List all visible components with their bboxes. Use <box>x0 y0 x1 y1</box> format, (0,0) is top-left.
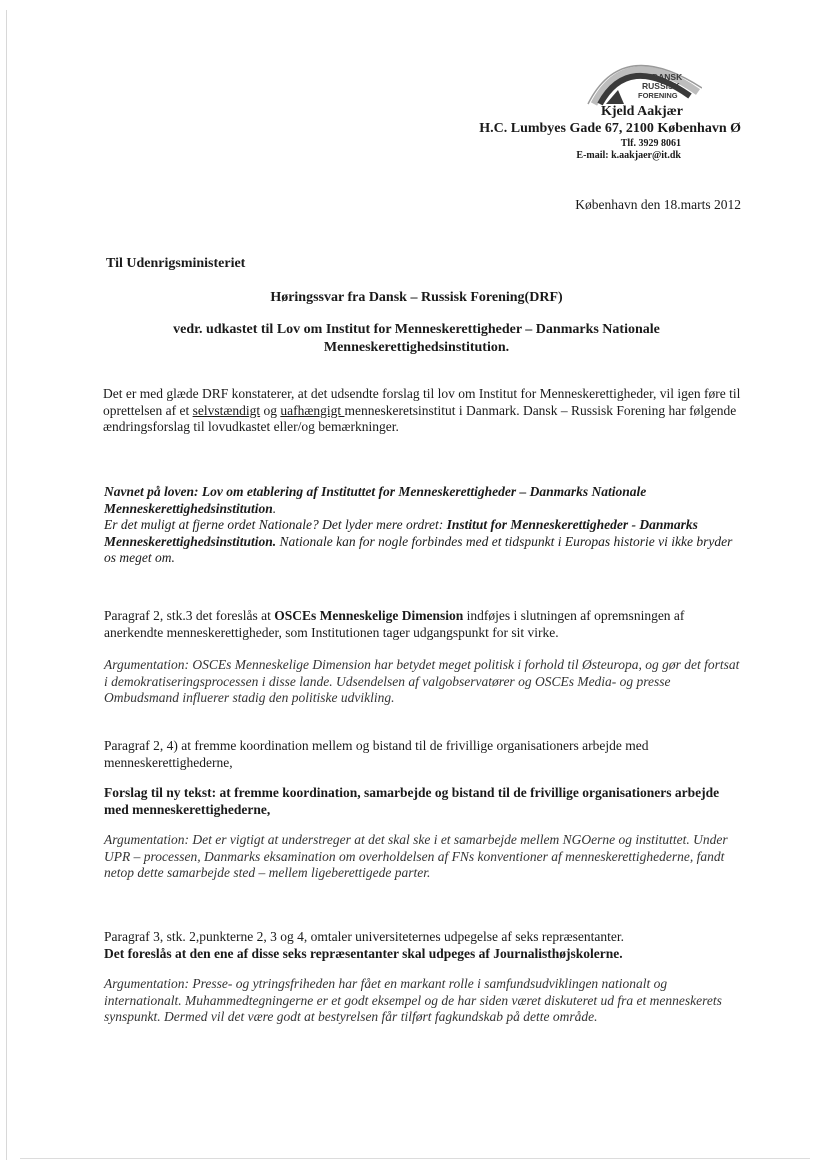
section-paragraph-3-stk-2 <box>104 929 744 1026</box>
section-law-name <box>104 484 744 567</box>
logo-text-line1: DANSK <box>652 72 683 82</box>
document-subtitle <box>100 321 733 357</box>
intro-text-2: og <box>260 402 281 418</box>
scan-edge-bottom <box>20 1158 810 1159</box>
sender-phone: Tlf. 3929 8061 <box>620 137 681 149</box>
intro-text-1: Det er med glæde DRF konstaterer, at det udsendte forslag til lov om Institut for Menneskerettigheder, vil igen føre til oprettelsen af et <box>103 386 741 418</box>
document-title: Høringssvar fra Dansk – Russisk Forening(DRF) <box>270 290 563 305</box>
dansk-russisk-forening-logo <box>586 42 702 106</box>
p2-3-bold: OSCEs Menneskelige Dimension <box>274 608 464 623</box>
p3-2-argument: Argumentation: Presse- og ytringsfriheden har fået en markant rolle i samfundsudviklingen nationalt og internationalt. Muhammedtegningerne er et godt eksempel og de har siden været diskuteret ud fra et menneskerets synspunkt. Dermed vil det være godt at bestyrelsen får tilført fagkundskab på dette område. <box>104 976 722 1024</box>
p2-4-text: Paragraf 2, 4) at fremme koordination mellem og bistand til de frivillige organisationers arbejde med menneskerettighederne, <box>104 738 649 770</box>
sender-name: Kjeld Aakjær <box>600 104 683 119</box>
logo-text-line3: FORENING <box>638 91 678 100</box>
p2-4-proposal: Forslag til ny tekst: at fremme koordination, samarbejde og bistand til de frivillige organisationers arbejde med menneskerettighederne, <box>104 785 720 817</box>
intro-text-3: menneskeretsinstitut i Danmark. Dansk – Russisk Forening har følgende ændringsforslag til lovudkastet eller/og bemærkninger. <box>103 402 737 434</box>
intro-underline-1: selvstændigt <box>192 402 261 418</box>
recipient: Til Udenrigsministeriet <box>106 256 246 271</box>
law-name-title-end: . <box>272 500 277 516</box>
scan-edge-left <box>6 10 7 1160</box>
sender-block <box>479 104 741 162</box>
p2-3-text-1: Paragraf 2, stk.3 det foreslås at <box>104 608 275 623</box>
law-name-question-2: Nationale kan for nogle forbindes med et tidspunkt i Europas historie vi ikke bryder os meget om. <box>104 533 733 565</box>
section-paragraph-2-stk-3 <box>104 608 744 707</box>
p3-2-text: Paragraf 3, stk. 2,punkterne 2, 3 og 4, omtaler universiteternes udpegelse af seks repræsentanter. <box>104 929 624 944</box>
intro-paragraph <box>103 386 743 436</box>
law-name-question-bold: Institut for Menneskerettigheder - Danmarks Menneskerettighedsinstitution. <box>104 517 698 549</box>
p2-3-text-2: indføjes i slutningen af opremsningen af anerkendte menneskerettigheder, som Institutionen tager udgangspunkt for sit virke. <box>104 608 685 640</box>
law-name-question-1: Er det muligt at fjerne ordet Nationale? Det lyder mere ordret: <box>104 517 447 532</box>
subtitle-line1: vedr. udkastet til Lov om Institut for Menneskerettigheder – Danmarks Nationale <box>173 322 660 337</box>
letter-date: København den 18.marts 2012 <box>575 197 741 212</box>
subtitle-line2: Menneskerettighedsinstitution. <box>323 340 510 355</box>
law-name-title: Navnet på loven: Lov om etablering af Instituttet for Menneskerettigheder – Danmarks Nationale Menneskerettighedsinstitution <box>104 484 647 516</box>
section-paragraph-2-4 <box>104 738 744 882</box>
logo-text-line2: RUSSISK <box>642 81 680 91</box>
sender-email: E-mail: k.aakjaer@it.dk <box>576 149 681 161</box>
intro-underline-2: uafhængigt <box>280 402 345 418</box>
p2-4-argument: Argumentation: Det er vigtigt at understreger at det skal ske i et samarbejde mellem NGOerne og instituttet. Under UPR – processen, Danmarks eksamination om overholdelsen af FNs konventioner af menneskerettighederne, fandt netop dette samarbejde sted – mellem ligeberettigede parter. <box>104 832 728 880</box>
p2-3-argument: Argumentation: OSCEs Menneskelige Dimension har betydet meget politisk i forhold til Østeuropa, og gør det fortsat i demokratiseringsprocessen i disse lande. Udsendelsen af valgobservatører og OSCEs Media- og presse Ombudsmand influerer stadig den politiske udvikling. <box>104 657 740 705</box>
sender-address: H.C. Lumbyes Gade 67, 2100 København Ø <box>479 120 741 136</box>
p3-2-proposal: Det foreslås at den ene af disse seks repræsentanter skal udpeges af Journalisthøjskolerne. <box>104 945 623 961</box>
